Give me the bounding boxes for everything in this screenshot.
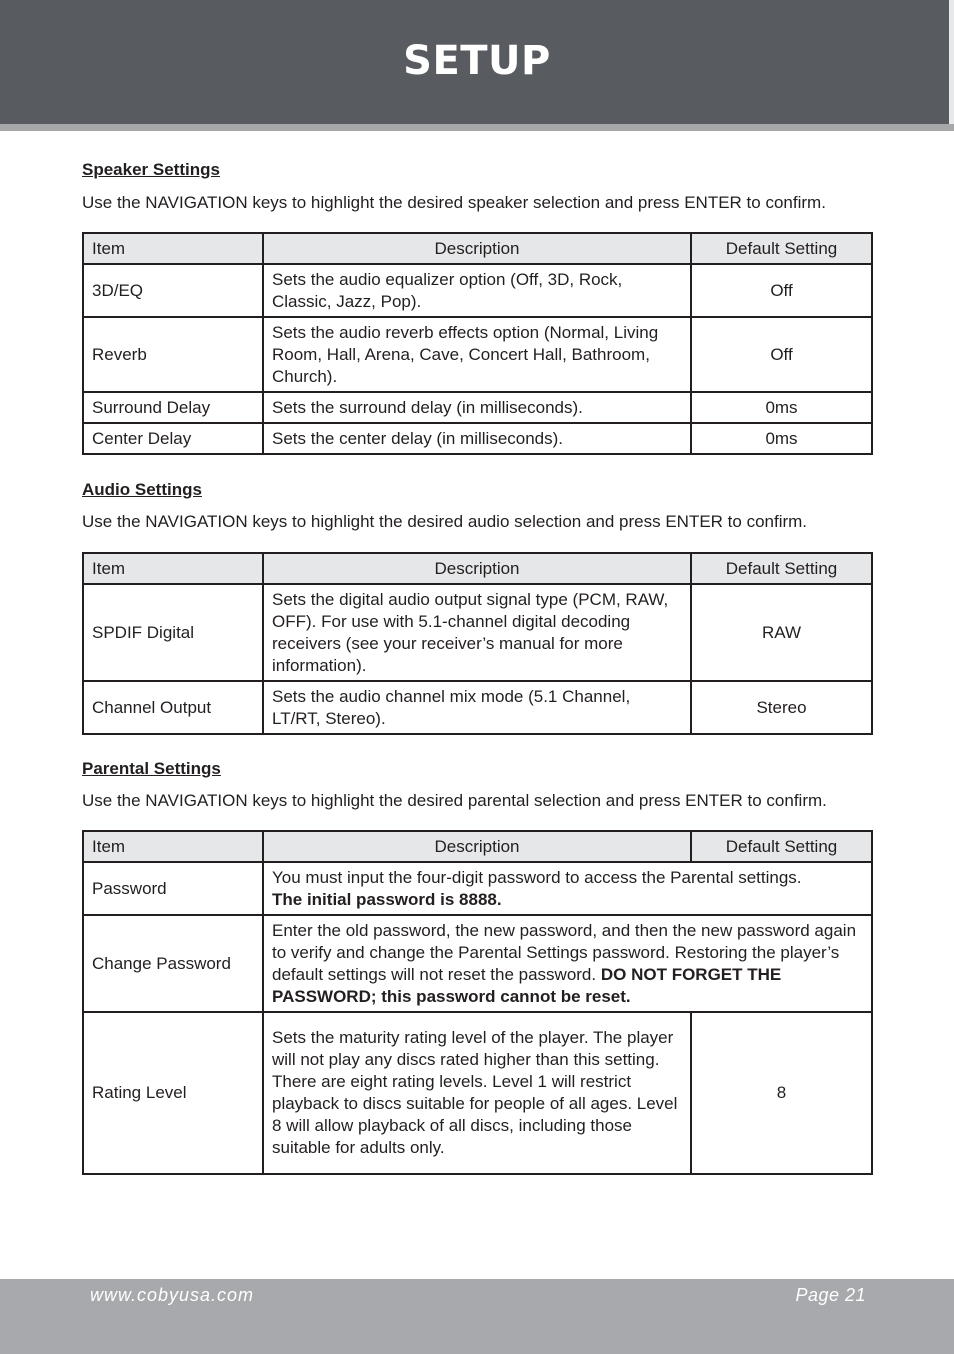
description-emphasis: DO NOT FORGET THE PASSWORD; this password cannot be reset.	[272, 964, 782, 1006]
row-item: Reverb	[83, 317, 263, 392]
table-row	[83, 423, 872, 454]
row-description: Sets the audio reverb effects option (Normal, Living Room, Hall, Arena, Cave, Concert Hall, Bathroom, Church).	[263, 317, 691, 392]
table-row	[83, 392, 872, 423]
table-row	[83, 1012, 872, 1174]
row-description	[263, 915, 872, 1012]
column-header-item: Item	[83, 233, 263, 264]
row-item: 3D/EQ	[83, 264, 263, 317]
row-item: Rating Level	[83, 1012, 263, 1174]
column-header-item: Item	[83, 553, 263, 584]
audio-settings-heading: Audio Settings	[82, 480, 202, 499]
row-default: 0ms	[691, 392, 872, 423]
table-header-row	[83, 831, 872, 862]
table-row	[83, 681, 872, 734]
row-description: Sets the center delay (in milliseconds).	[263, 423, 691, 454]
column-header-default: Default Setting	[691, 233, 872, 264]
table-row	[83, 915, 872, 1012]
footer-page-number: Page 21	[795, 1285, 866, 1305]
description-emphasis: The initial password is 8888.	[272, 889, 502, 909]
column-header-default: Default Setting	[691, 831, 872, 862]
description-text: Sets the maturity rating level of the player. The player will not play any discs rated higher than this setting.	[272, 1028, 674, 1069]
speaker-settings-heading: Speaker Settings	[82, 160, 220, 179]
row-description: Sets the audio channel mix mode (5.1 Channel, LT/RT, Stereo).	[263, 681, 691, 734]
table-row	[83, 584, 872, 681]
parental-settings-table	[82, 830, 873, 1175]
audio-settings-table	[82, 552, 873, 735]
row-item: Channel Output	[83, 681, 263, 734]
row-description: Sets the digital audio output signal type (PCM, RAW, OFF). For use with 5.1-channel digital decoding receivers (see your receiver’s manual for more information).	[263, 584, 691, 681]
row-default: Off	[691, 317, 872, 392]
column-header-description: Description	[263, 553, 691, 584]
row-default: Stereo	[691, 681, 872, 734]
column-header-description: Description	[263, 233, 691, 264]
row-description	[263, 1012, 691, 1174]
table-row	[83, 264, 872, 317]
row-default: 0ms	[691, 423, 872, 454]
description-text: You must input the four-digit password to access the Parental settings.	[272, 867, 802, 887]
speaker-settings-table	[82, 232, 873, 455]
row-item: Center Delay	[83, 423, 263, 454]
speaker-settings-intro: Use the NAVIGATION keys to highlight the desired speaker selection and press ENTER to confirm.	[82, 193, 826, 212]
row-item: Change Password	[83, 915, 263, 1012]
table-header-row	[83, 233, 872, 264]
page-title: SETUP	[403, 38, 551, 84]
column-header-item: Item	[83, 831, 263, 862]
column-header-description: Description	[263, 831, 691, 862]
row-default: RAW	[691, 584, 872, 681]
row-item: Password	[83, 862, 263, 915]
description-text: Enter the old password, the new password, and then the new password again to verify and change the Parental Settings password. Restoring the player’s default settings will not reset the password.	[272, 920, 857, 984]
row-default: Off	[691, 264, 872, 317]
row-item: SPDIF Digital	[83, 584, 263, 681]
column-header-default: Default Setting	[691, 553, 872, 584]
row-description	[263, 862, 872, 915]
footer-website-link[interactable]: www.cobyusa.com	[90, 1285, 255, 1305]
table-header-row	[83, 553, 872, 584]
row-description: Sets the audio equalizer option (Off, 3D, Rock, Classic, Jazz, Pop).	[263, 264, 691, 317]
table-row	[83, 317, 872, 392]
audio-settings-intro: Use the NAVIGATION keys to highlight the desired audio selection and press ENTER to confirm.	[82, 512, 808, 531]
row-description: Sets the surround delay (in milliseconds).	[263, 392, 691, 423]
row-item: Surround Delay	[83, 392, 263, 423]
table-row	[83, 862, 872, 915]
description-text-2: There are eight rating levels. Level 1 will restrict playback to discs suitable for people of all ages. Level 8 will allow playback of all discs, including those suitable for adults only.	[272, 1072, 678, 1157]
parental-settings-intro: Use the NAVIGATION keys to highlight the desired parental selection and press ENTER to confirm.	[82, 791, 827, 810]
row-default: 8	[691, 1012, 872, 1174]
parental-settings-heading: Parental Settings	[82, 759, 221, 778]
header-divider	[0, 124, 954, 131]
